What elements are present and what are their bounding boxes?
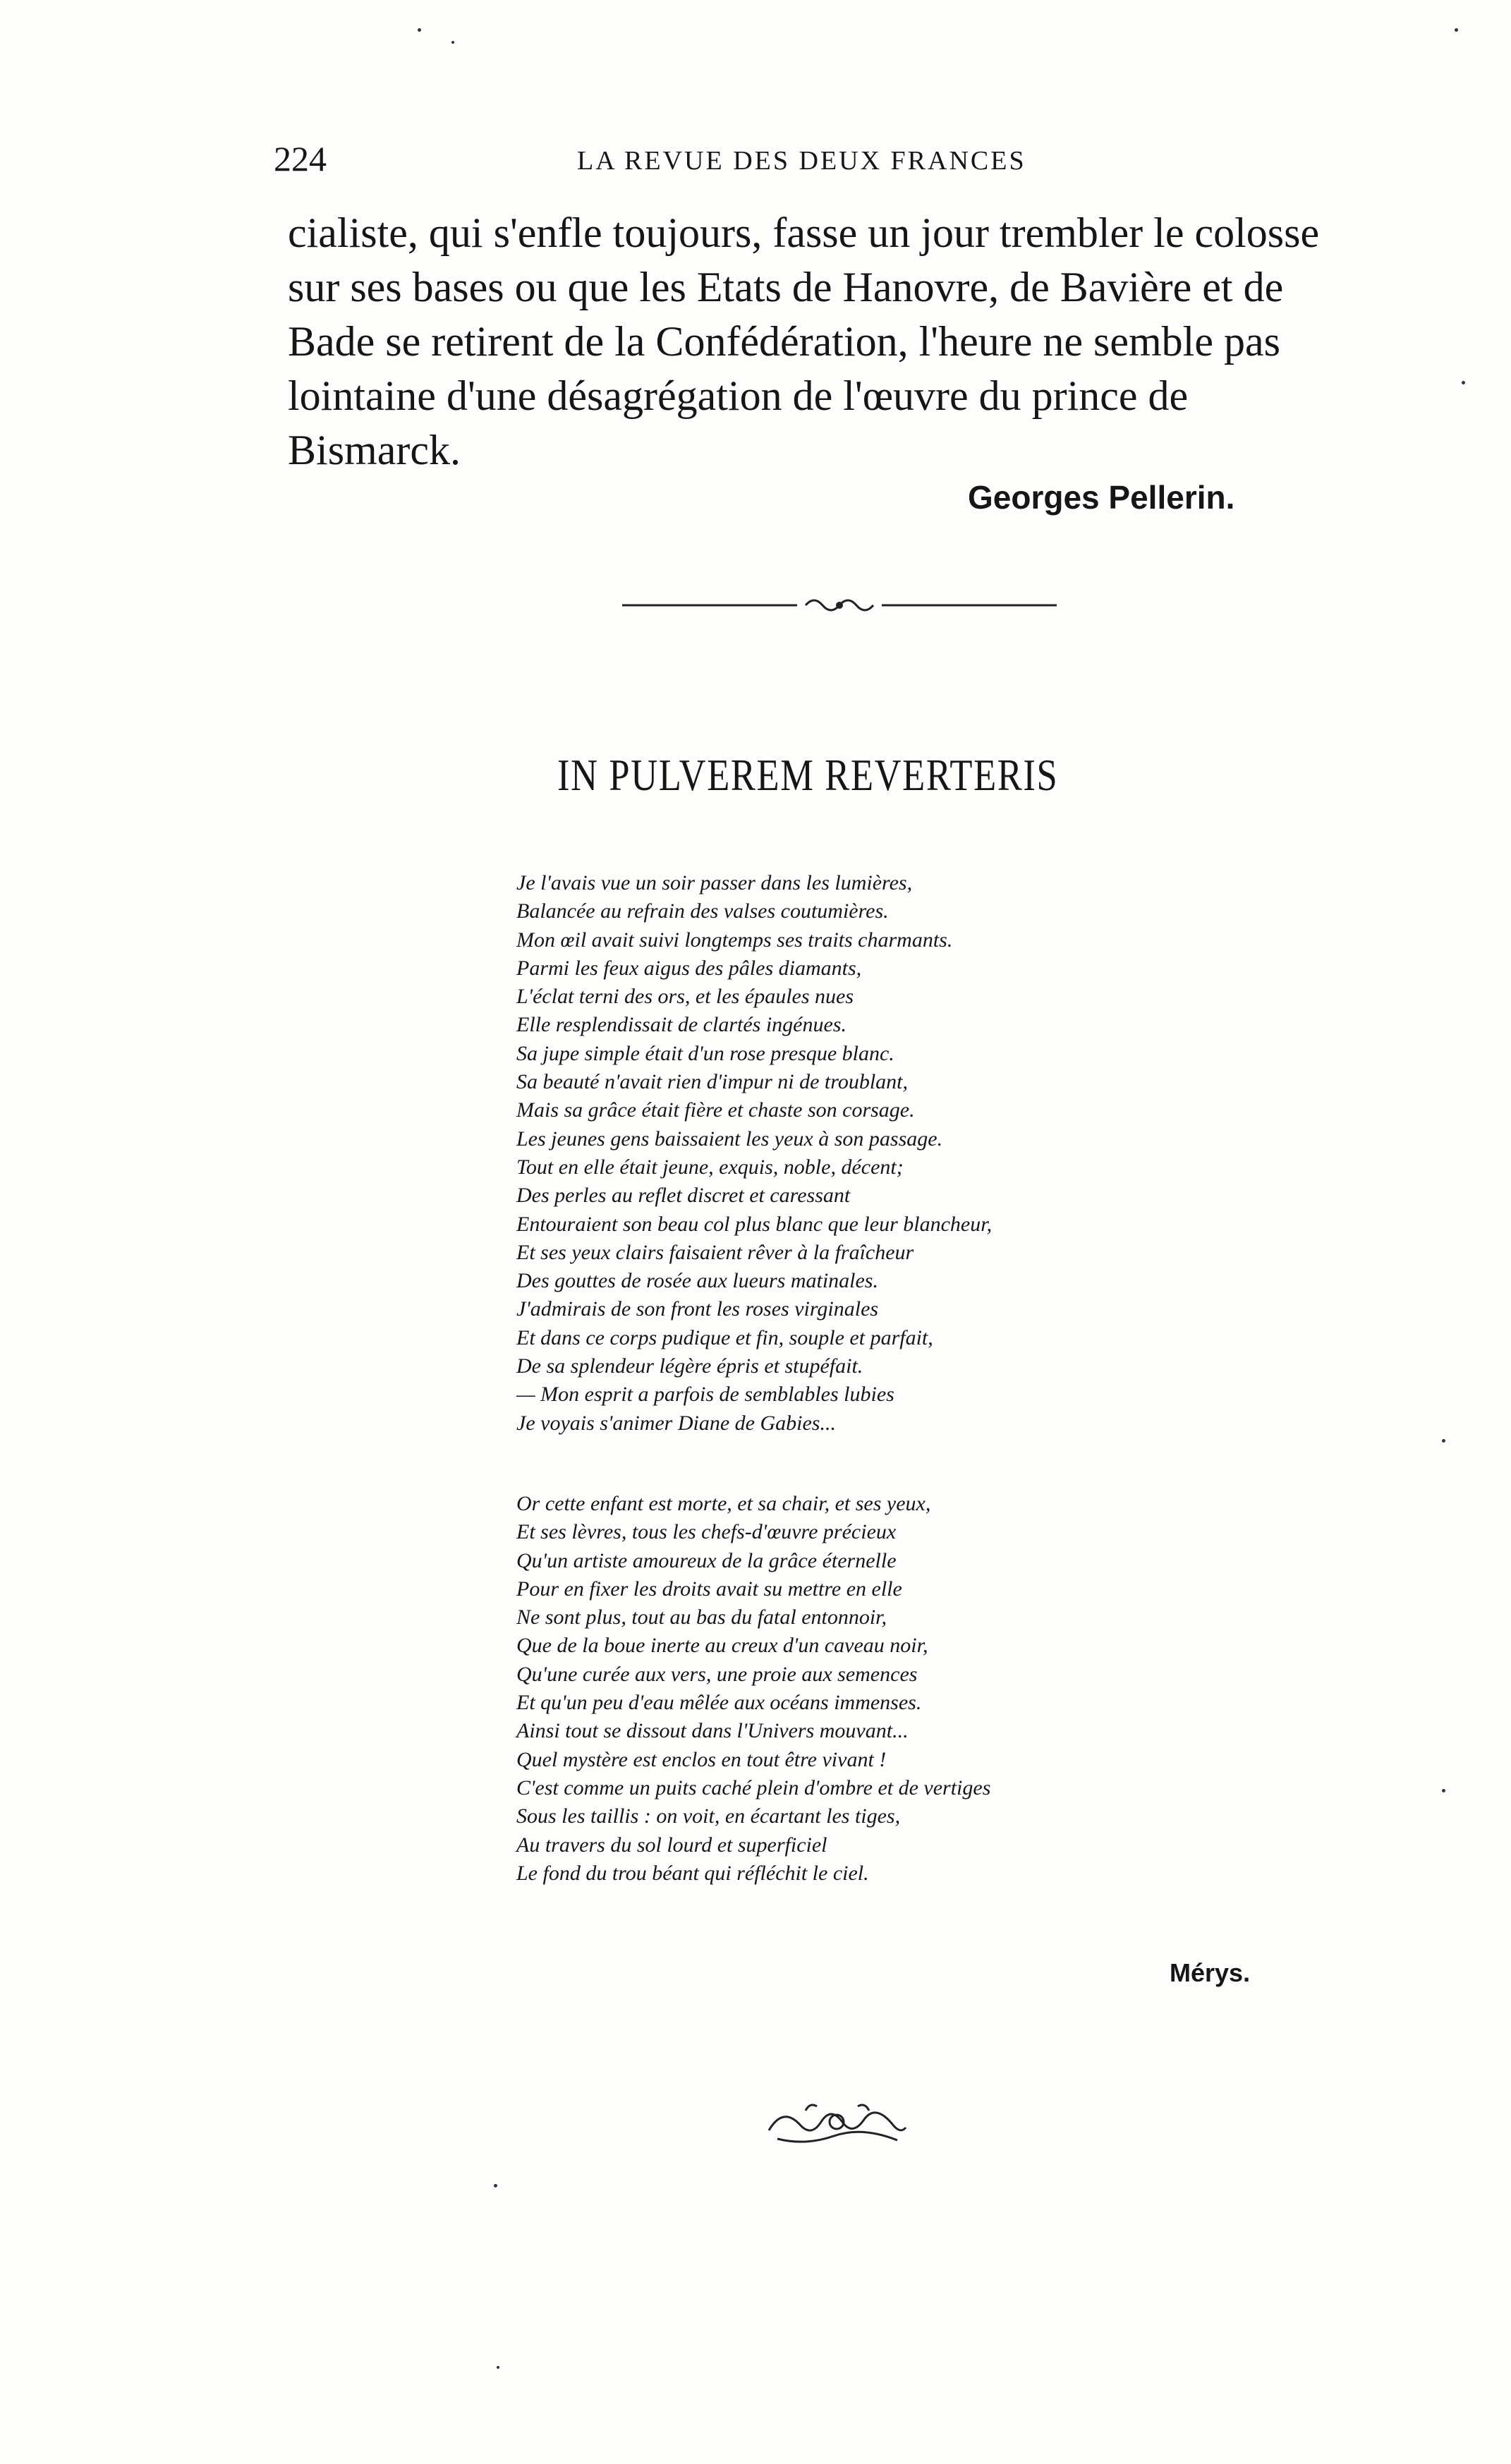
prose-line: sur ses bases ou que les Etats de Hanovre, de Bavière et de [288, 264, 1284, 310]
prose-line: Bismarck. [288, 427, 461, 473]
verse-line: Parmi les feux aigus des pâles diamants, [516, 956, 862, 980]
verse-line: Je l'avais vue un soir passer dans les lumières, [516, 871, 913, 894]
verse-line: Je voyais s'animer Diane de Gabies... [516, 1411, 836, 1435]
verse-line: Ainsi tout se dissout dans l'Univers mouvant... [516, 1719, 909, 1743]
poem-stanza-1 [516, 869, 992, 1438]
prose-paragraph [288, 206, 1409, 478]
verse-line: Quel mystère est enclos en tout être vivant ! [516, 1747, 887, 1771]
verse-line: J'admirais de son front les roses virginales [516, 1297, 879, 1321]
verse-line: — Mon esprit a parfois de semblables lubies [516, 1383, 894, 1407]
author-signature: Georges Pellerin. [968, 479, 1235, 516]
print-speck [1462, 381, 1465, 384]
poem-signature: Mérys. [1170, 1958, 1251, 1987]
swash-rule-ornament [621, 591, 1058, 619]
verse-line: Qu'un artiste amoureux de la grâce éternelle [516, 1548, 897, 1572]
poem-title: IN PULVEREM REVERTERIS [557, 750, 1059, 800]
poem-stanza-2 [516, 1490, 990, 1888]
running-title: LA REVUE DES DEUX FRANCES [577, 146, 1026, 176]
verse-line: Balancée au refrain des valses coutumières. [516, 899, 889, 923]
verse-line: Et qu'un peu d'eau mêlée aux océans immenses. [516, 1691, 922, 1715]
verse-line: C'est comme un puits caché plein d'ombre et de vertiges [516, 1776, 991, 1800]
print-speck [497, 2366, 499, 2369]
verse-line: Sous les taillis : on voit, en écartant les tiges, [516, 1804, 901, 1828]
verse-line: Des gouttes de rosée aux lueurs matinales. [516, 1269, 878, 1293]
verse-line: Elle resplendissait de clartés ingénues. [516, 1013, 846, 1037]
verse-line: Mon œil avait suivi longtemps ses traits charmants. [516, 928, 953, 952]
verse-line: Pour en fixer les droits avait su mettre en elle [516, 1577, 902, 1601]
print-speck [1455, 28, 1458, 32]
verse-line: Et dans ce corps pudique et fin, souple et parfait, [516, 1325, 933, 1349]
verse-line: Sa jupe simple était d'un rose presque blanc. [516, 1041, 894, 1065]
verse-line: Mais sa grâce était fière et chaste son corsage. [516, 1098, 915, 1122]
print-speck [1442, 1439, 1445, 1443]
print-speck [494, 2184, 497, 2187]
verse-line: Sa beauté n'avait rien d'impur ni de troublant, [516, 1070, 908, 1094]
verse-line: Au travers du sol lourd et superficiel [516, 1833, 827, 1857]
verse-line: Entouraient son beau col plus blanc que leur blancheur, [516, 1212, 993, 1236]
print-speck [1442, 1789, 1445, 1792]
verse-line: Ne sont plus, tout au bas du fatal entonnoir, [516, 1606, 887, 1629]
verse-line: De sa splendeur légère épris et stupéfait. [516, 1354, 863, 1378]
verse-line: Et ses yeux clairs faisaient rêver à la fraîcheur [516, 1240, 914, 1264]
verse-line: Et ses lèvres, tous les chefs-d'œuvre précieux [516, 1520, 897, 1544]
print-speck [451, 41, 454, 44]
page-number: 224 [274, 139, 327, 178]
verse-line: L'éclat terni des ors, et les épaules nues [516, 985, 854, 1009]
verse-line: Que de la boue inerte au creux d'un caveau noir, [516, 1634, 928, 1658]
vine-scroll-tailpiece [763, 2095, 911, 2152]
print-speck [418, 28, 421, 32]
prose-line: cialiste, qui s'enfle toujours, fasse un jour trembler le colosse [288, 210, 1320, 256]
prose-line: Bade se retirent de la Confédération, l'heure ne semble pas [288, 318, 1280, 365]
verse-line: Qu'une curée aux vers, une proie aux semences [516, 1662, 918, 1686]
verse-line: Des perles au reflet discret et caressant [516, 1184, 851, 1208]
verse-line: Les jeunes gens baissaient les yeux à son passage. [516, 1127, 943, 1151]
verse-line: Tout en elle était jeune, exquis, noble, décent; [516, 1155, 904, 1179]
verse-line: Le fond du trou béant qui réfléchit le ciel. [516, 1861, 869, 1885]
prose-line: lointaine d'une désagrégation de l'œuvre du prince de [288, 372, 1189, 419]
verse-line: Or cette enfant est morte, et sa chair, et ses yeux, [516, 1492, 931, 1515]
